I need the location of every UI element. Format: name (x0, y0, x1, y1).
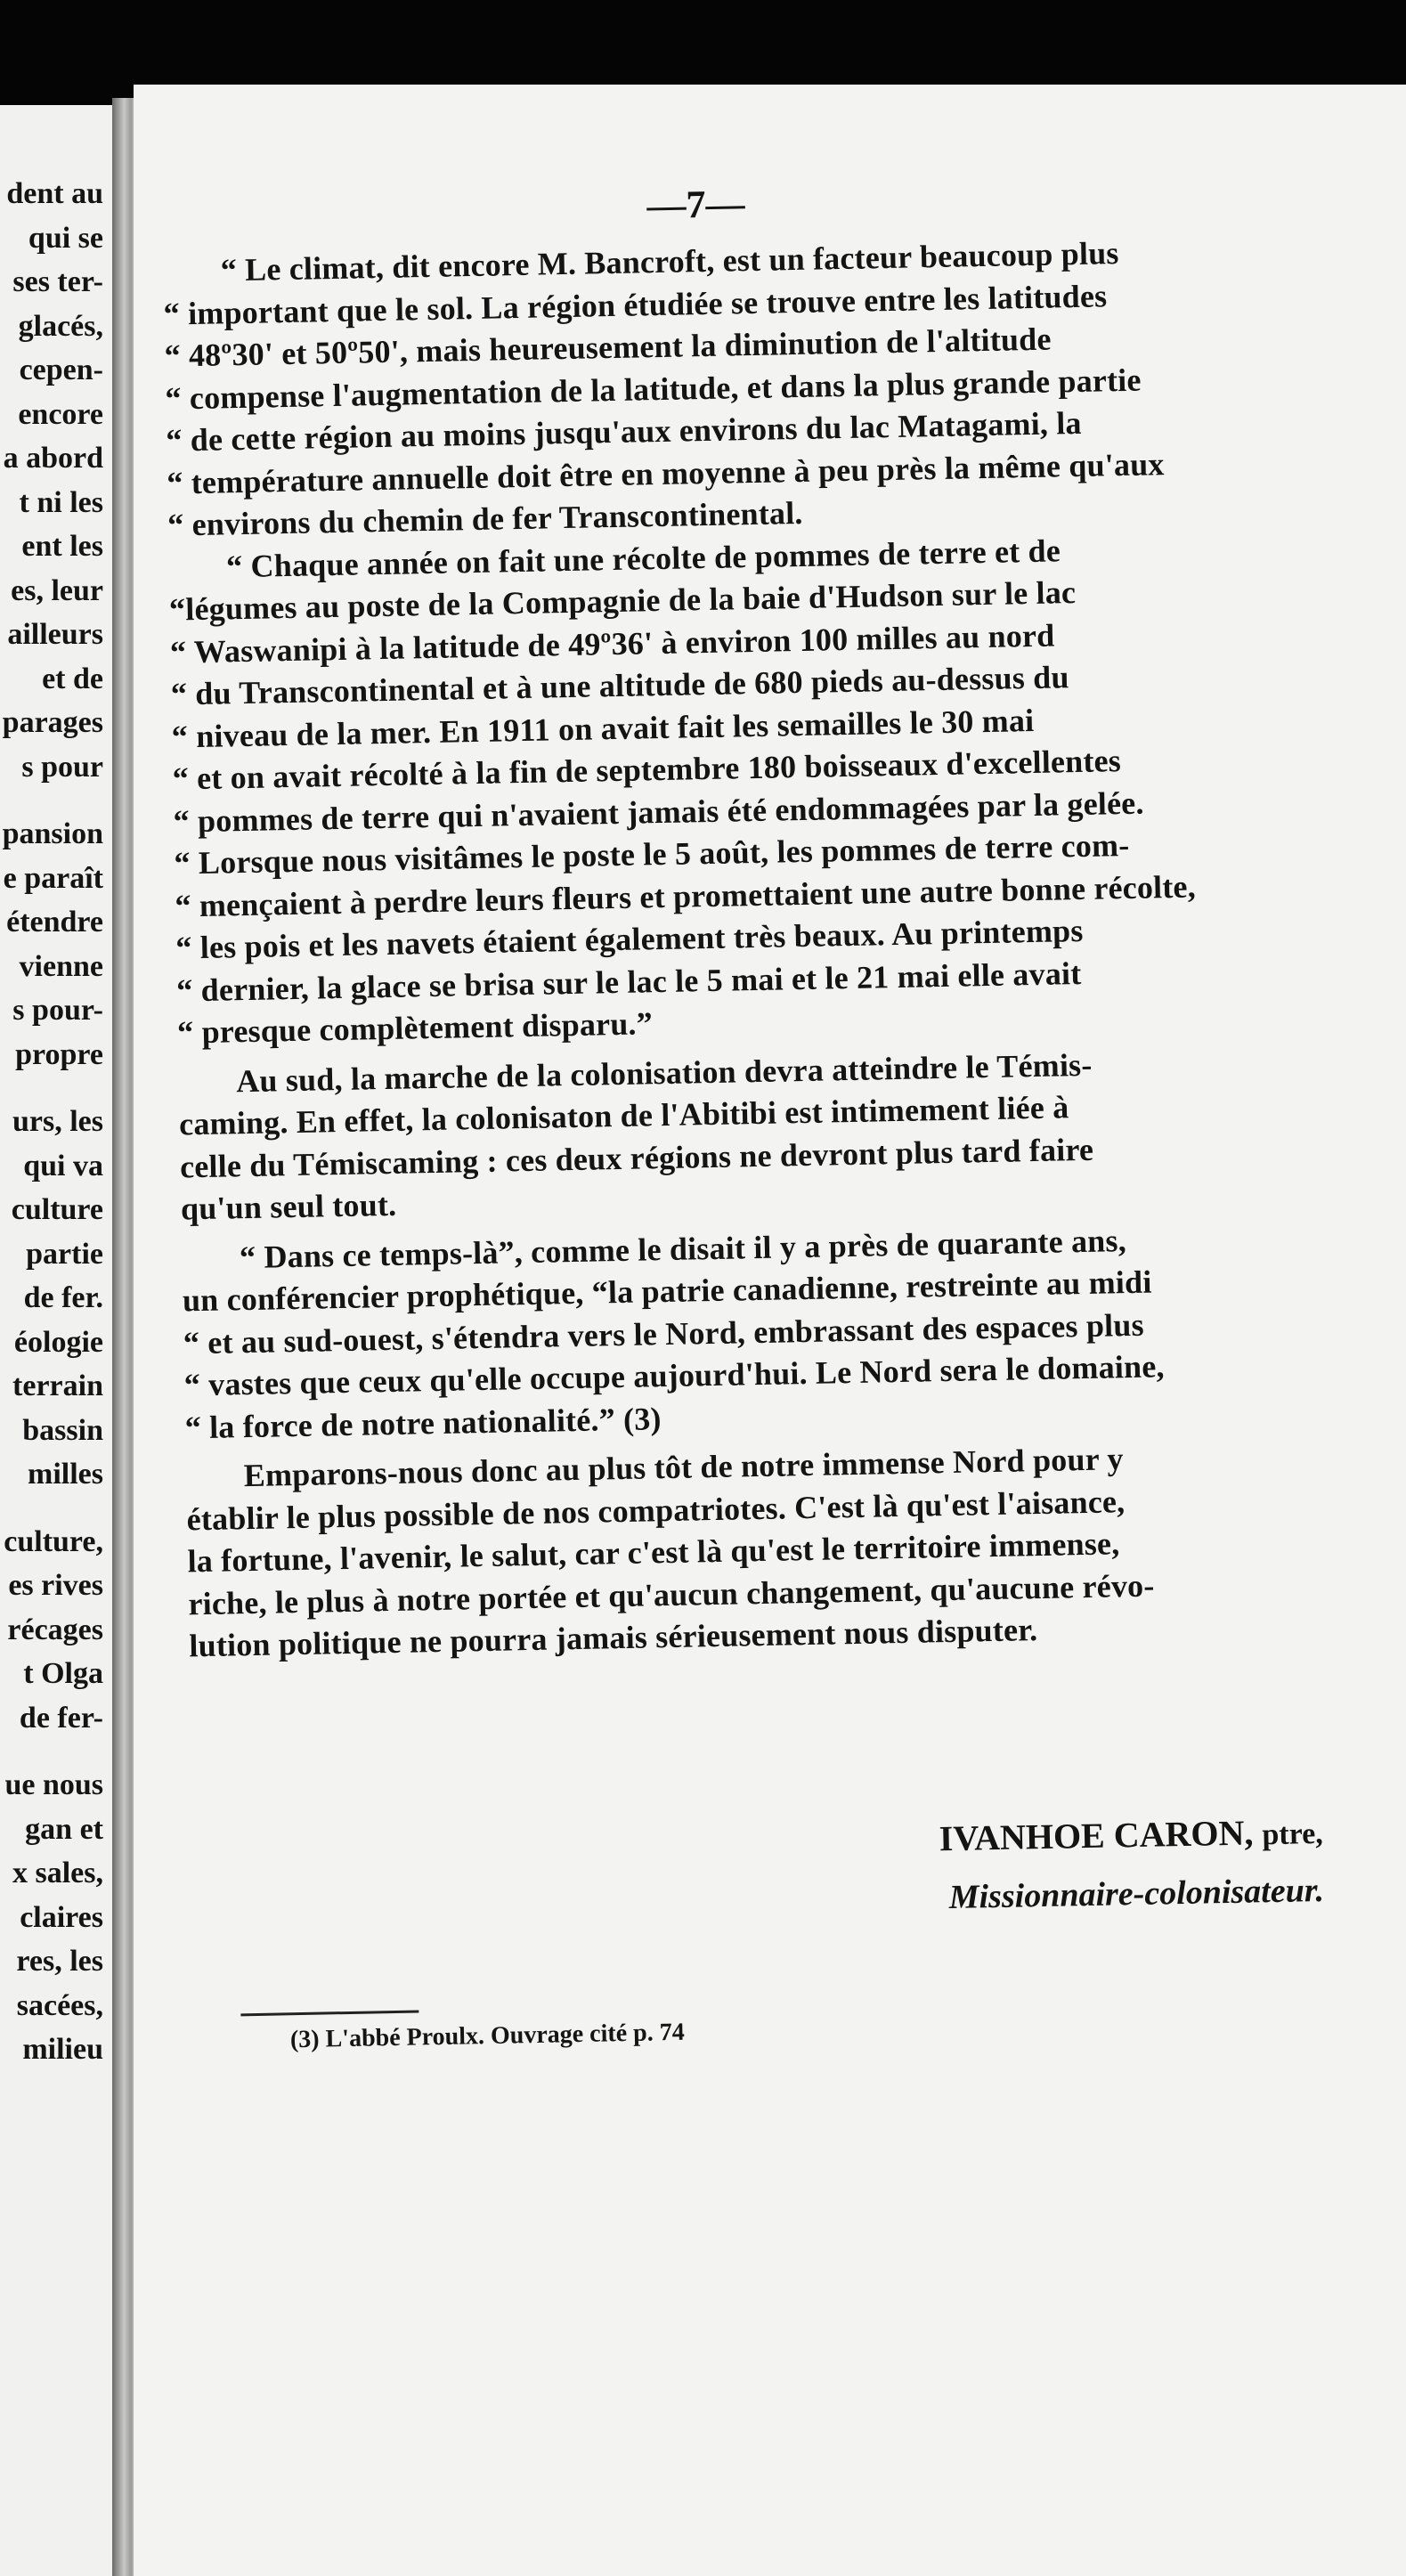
facing-page-line: récages (7, 1613, 103, 1646)
text-line: “ Le climat, dit encore M. Bancroft, est un facteur beaucoup plus (220, 235, 1119, 288)
signature (939, 1810, 1323, 1859)
footnote: (3) L'abbé Proulx. Ouvrage cité p. 74 (289, 2018, 685, 2054)
facing-page-line: claires (20, 1900, 103, 1934)
facing-page-line: ent les (21, 530, 103, 563)
facing-page-line: milieu (22, 2033, 103, 2066)
text-line: “ la force de notre nationalité.” (3) (184, 1400, 662, 1445)
text-line: “ Waswanipi à la latitude de 49º36' à environ 100 milles au nord (169, 616, 1055, 670)
body-text (134, 85, 1387, 1664)
text-line: “ mençaient à perdre leurs fleurs et promettaient une autre bonne récolte, (175, 868, 1197, 924)
facing-page-line: étendre (6, 906, 103, 939)
facing-page-line: es rives (8, 1569, 103, 1602)
text-line: “ température annuelle doit être en moyenne à peu près la même qu'aux (166, 445, 1165, 501)
page-number: —7— (646, 182, 745, 228)
text-line: “ compense l'augmentation de la latitude, et dans la plus grande partie (165, 362, 1142, 417)
text-line: “ de cette région au moins jusqu'aux environs du lac Matagami, la (166, 404, 1083, 459)
facing-page-line: glacés, (18, 309, 103, 343)
facing-page-line: ses ter- (12, 265, 103, 298)
text-line: “ pommes de terre qui n'avaient jamais été endommagées par la gelée. (173, 784, 1144, 840)
text-line: “ important que le sol. La région étudiée se trouve entre les latitudes (163, 277, 1108, 332)
facing-page-line: res, les (16, 1945, 103, 1978)
text-line: “ et au sud-ouest, s'étendra vers le Nord, embrassant des espaces plus (183, 1306, 1145, 1361)
text-line: “ les pois et les navets étaient également très beaux. Au printemps (175, 912, 1084, 966)
facing-page-line: x sales, (12, 1857, 103, 1889)
text-line: “ Chaque année on fait une récolte de pommes de terre et de (225, 532, 1061, 584)
facing-page-line: s pour (21, 750, 103, 784)
facing-page-line: parages (2, 706, 103, 739)
facing-page-line: ue nous (4, 1768, 103, 1801)
text-line: “légumes au poste de la Compagnie de la baie d'Hudson sur le lac (168, 574, 1077, 628)
facing-page-line: s pour- (12, 994, 103, 1027)
text-line: celle du Témiscaming : ces deux régions ne devront plus tard faire (179, 1131, 1094, 1184)
facing-page-line: es, leur (11, 573, 103, 607)
facing-page-line: qui va (23, 1149, 103, 1182)
text-line: “ Dans ce temps-là”, comme le disait il y a près de quarante ans, (239, 1222, 1127, 1275)
facing-page-line: gan et (25, 1812, 103, 1846)
facing-page-line: t Olga (23, 1657, 103, 1690)
facing-page-line: qui se (28, 221, 103, 255)
facing-page-line: t ni les (19, 485, 103, 519)
facing-page-line: dent au (6, 177, 103, 210)
facing-page-fragment (0, 105, 125, 2576)
facing-page-line: partie (26, 1237, 103, 1271)
facing-page-line: urs, les (12, 1105, 103, 1138)
signature-affiliation: Missionnaire-colonisateur. (948, 1871, 1325, 1917)
text-line: qu'un seul tout. (180, 1186, 397, 1227)
facing-page-line: de fer- (19, 1701, 103, 1735)
text-line: “ 48º30' et 50º50', mais heureusement la diminution de l'altitude (164, 321, 1052, 374)
text-line: Au sud, la marche de la colonisation devra atteindre le Témis- (235, 1046, 1093, 1099)
text-line: riche, le plus à notre portée et qu'aucun changement, qu'aucune révo- (188, 1567, 1155, 1621)
facing-page-line: terrain (12, 1369, 103, 1402)
text-line: établir le plus possible de nos compatriotes. C'est là qu'est l'aisance, (186, 1483, 1126, 1537)
facing-page-line: pansion (2, 817, 103, 850)
text-line: “ dernier, la glace se brisa sur le lac le 5 mai et le 21 mai elle avait (175, 955, 1082, 1008)
text-line: “ environs du chemin de fer Transcontinental. (167, 494, 803, 543)
facing-page-line: de fer. (23, 1281, 103, 1314)
facing-page-line: et de (42, 662, 103, 695)
text-line: un conférencier prophétique, “la patrie canadienne, restreinte au midi (182, 1264, 1152, 1319)
signature-name: IVANHOE CARON, (939, 1812, 1254, 1859)
text-line: “ du Transcontinental et à une altitude de 680 pieds au-dessus du (170, 659, 1069, 712)
facing-page-line: propre (15, 1037, 103, 1071)
facing-page-line: e paraît (3, 861, 103, 895)
facing-page-line: encore (18, 397, 103, 431)
signature-title: ptre, (1262, 1816, 1324, 1852)
footnote-rule (240, 2010, 419, 2016)
text-line: “ Lorsque nous visitâmes le poste le 5 août, les pommes de terre com- (174, 826, 1130, 882)
text-line: Emparons-nous donc au plus tôt de notre immense Nord pour y (243, 1441, 1124, 1494)
facing-page-line: culture, (4, 1524, 103, 1558)
facing-page-line: ailleurs (7, 618, 103, 651)
document-page (134, 85, 1406, 2576)
facing-page-line: vienne (19, 949, 103, 983)
text-line: la fortune, l'avenir, le salut, car c'est là qu'est le territoire immense, (187, 1525, 1120, 1580)
facing-page-line: milles (28, 1458, 103, 1491)
text-line: caming. En effet, la colonisaton de l'Abitibi est intimement liée à (178, 1089, 1069, 1142)
text-line: “ et on avait récolté à la fin de septembre 180 boisseaux d'excellentes (172, 743, 1122, 797)
text-line: “ presque complètement disparu.” (176, 1005, 654, 1051)
facing-page-line: éologie (13, 1325, 103, 1359)
facing-page-line: cepen- (19, 353, 103, 386)
facing-page-line: bassin (22, 1413, 103, 1447)
text-line: lution politique ne pourra jamais sérieusement nous disputer. (189, 1612, 1038, 1664)
text-line: “ vastes que ceux qu'elle occupe aujourd'hui. Le Nord sera le domaine, (183, 1348, 1165, 1403)
text-line: “ niveau de la mer. En 1911 on avait fait les semailles le 30 mai (171, 702, 1035, 755)
facing-page-line: a abord (3, 442, 103, 475)
facing-page-line: sacées, (16, 1988, 103, 2022)
facing-page-line: culture (11, 1193, 103, 1226)
